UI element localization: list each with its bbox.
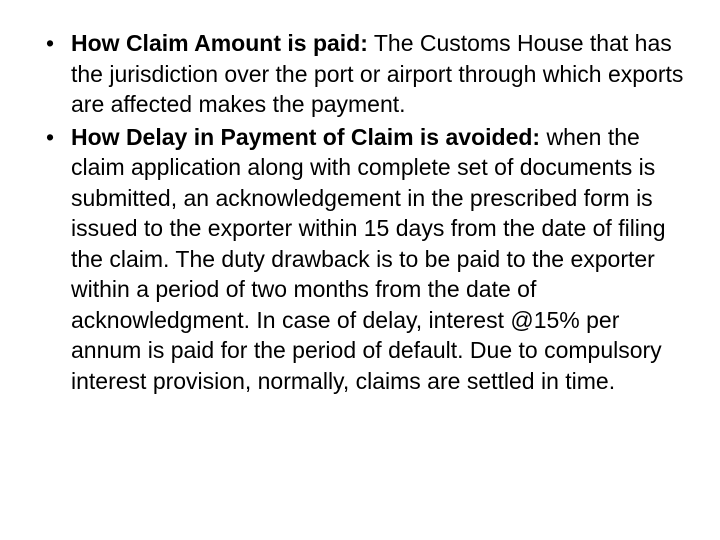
bullet-body: when the claim application along with complete set of documents is submitted, an acknowledgement in the prescribed form is issued to the exporter within 15 days from the date of filing the claim. The duty drawback is to be paid to the exporter within a period of two months from the date of acknowledgment. In case of delay, interest @15% per annum is paid for the period of default. Due to compulsory interest provision, normally, claims are settled in time. — [71, 123, 666, 394]
bullet-icon: • — [46, 123, 55, 150]
bullet-item-delay-avoidance — [46, 122, 694, 397]
bullet-icon: • — [46, 30, 55, 56]
bullet-body: The Customs House that has the jurisdiction over the port or airport through which exports are affected makes the payment. — [71, 30, 684, 117]
bullet-list — [46, 28, 694, 398]
bullet-heading: How Claim Amount is paid: — [71, 30, 368, 56]
bullet-item-claim-payment — [46, 28, 694, 120]
bullet-heading: How Delay in Payment of Claim is avoided: — [71, 123, 541, 150]
